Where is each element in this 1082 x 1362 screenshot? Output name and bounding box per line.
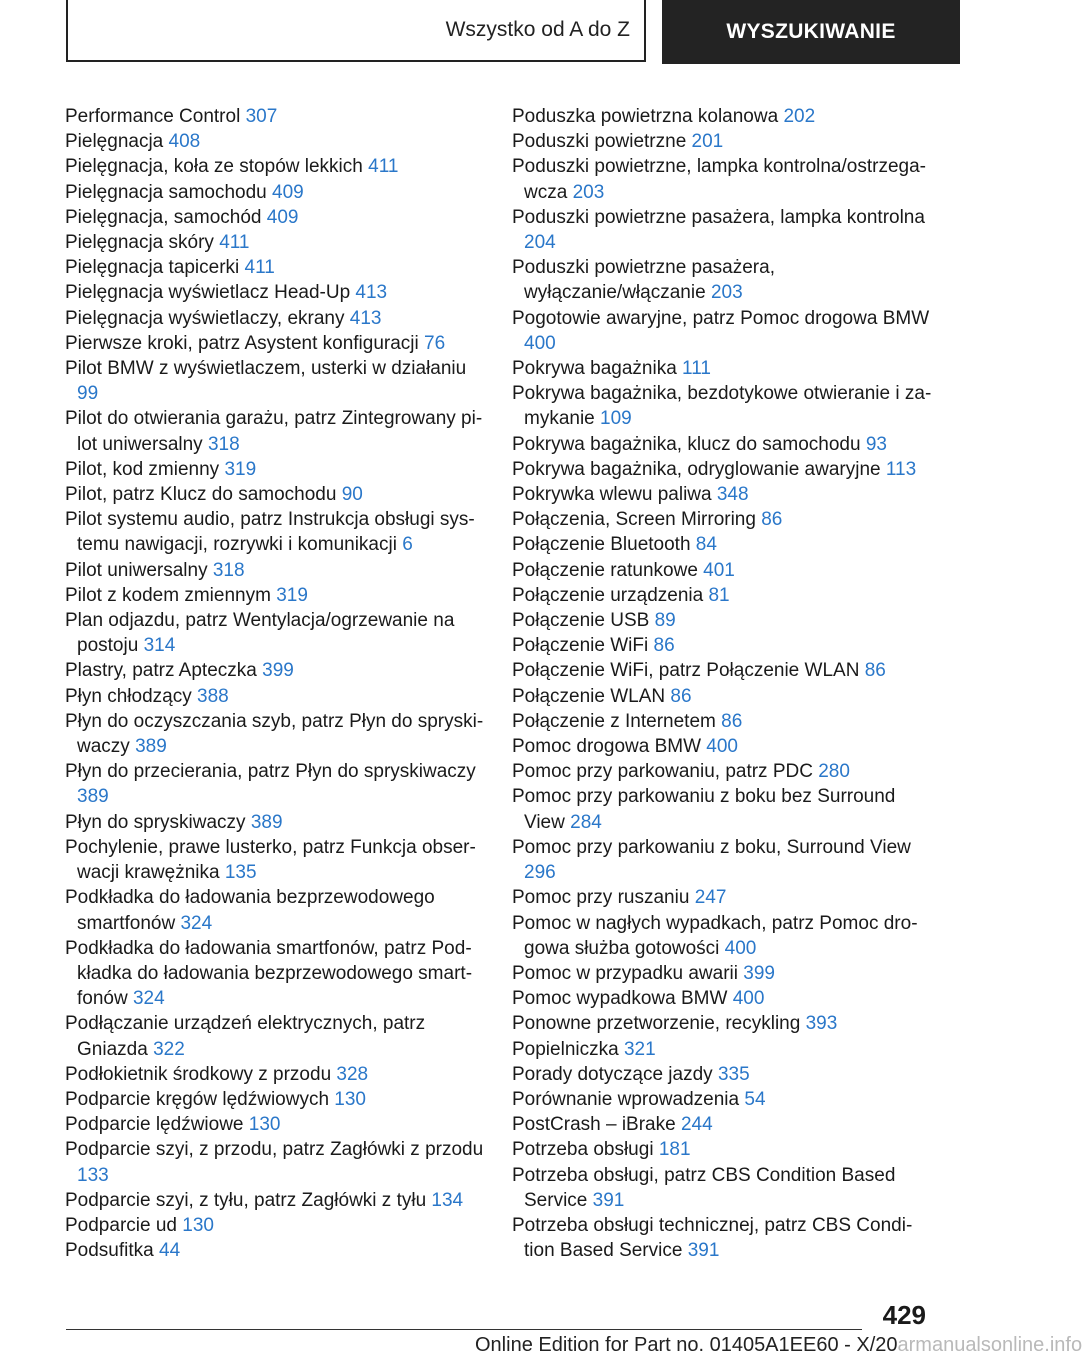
index-entry [512,1062,932,1087]
index-term: Pomoc przy ruszaniu [512,887,690,909]
page-link[interactable]: 328 [336,1063,369,1085]
index-term: Plan odjazdu, patrz Wentylacja/ogrzewanie na postoju [65,610,455,657]
index-term: Podparcie ud [65,1214,177,1236]
index-entry [65,658,485,683]
page-link[interactable]: 86 [721,710,743,732]
index-entry [65,885,485,935]
index-term: Pilot z kodem zmiennym [65,584,271,606]
index-entry [65,1137,485,1187]
index-term: Popielniczka [512,1038,619,1060]
index-entry [65,180,485,205]
index-term: Połączenie Bluetooth [512,534,691,556]
index-term: Pielęgnacja samochodu [65,181,267,203]
index-entry [65,457,485,482]
page-link[interactable]: 81 [708,584,730,606]
index-entry [512,356,932,381]
index-term: Pilot do otwierania garażu, patrz Zintegrowany pilot uniwersalny [65,408,483,455]
index-entry [65,1213,485,1238]
index-entry [512,835,932,885]
index-term: Ponowne przetworzenie, recykling [512,1013,801,1035]
index-entry [65,684,485,709]
index-column-right [512,104,932,1263]
index-entry [65,1011,485,1061]
page-link[interactable]: 413 [355,282,388,304]
page-link[interactable]: 130 [334,1088,366,1110]
index-column-left [65,104,485,1263]
index-entry [512,608,932,633]
index-entry [65,482,485,507]
page-link[interactable]: 130 [248,1114,281,1136]
page-link[interactable]: 400 [524,332,556,354]
index-entry [512,1163,932,1213]
index-entry [512,432,932,457]
index-term: Połączenia, Screen Mirroring [512,509,756,531]
index-entry [65,230,485,255]
index-entry [65,255,485,280]
index-term: Podparcie lędźwiowe [65,1114,244,1136]
index-term: Poduszka powietrzna kolanowa [512,106,779,127]
index-term: Potrzeba obsługi, patrz CBS Condition Based Service [512,1164,896,1211]
page-link[interactable]: 389 [77,786,109,808]
page-link[interactable]: 335 [717,1063,750,1085]
index-entry [512,532,932,557]
search-tab[interactable] [662,0,960,64]
index-entry [512,1213,932,1263]
page-link[interactable]: 203 [710,282,743,304]
page-link[interactable]: 322 [153,1038,185,1060]
index-term: Pomoc przy parkowaniu, patrz PDC [512,761,813,783]
page-link[interactable]: 399 [262,660,294,682]
index-term: Pokrywa bagażnika [512,358,677,380]
page-link[interactable]: 348 [716,484,749,506]
index-entry [65,356,485,406]
index-entry [65,709,485,759]
index-term: Podłączanie urządzeń elektrycznych, patrz Gniazda [65,1013,426,1060]
index-entry [512,1087,932,1112]
page-link[interactable]: 408 [168,131,201,153]
index-term: Poduszki powietrzne [512,131,687,153]
page-link[interactable]: 411 [219,232,250,254]
page-link[interactable]: 76 [424,332,446,354]
index-entry [512,759,932,784]
index-entry [65,205,485,230]
page-link[interactable]: 411 [244,257,275,279]
index-entry [512,784,932,834]
index-entry [65,583,485,608]
index-term: Pomoc przy parkowaniu z boku, Surround View [512,836,911,858]
page-link[interactable]: 109 [600,408,632,430]
index-term: Podparcie szyi, z tyłu, patrz Zagłówki z tyłu [65,1189,427,1211]
page-link[interactable]: 244 [680,1114,713,1136]
index-term: Pogotowie awaryjne, patrz Pomoc drogowa BMW [512,307,930,329]
index-entry [512,1112,932,1137]
page-link[interactable]: 90 [341,484,363,506]
page-link[interactable]: 181 [658,1139,691,1161]
index-entry [65,104,485,129]
index-term: Pomoc przy parkowaniu z boku bez Surround View [512,786,896,833]
page-link[interactable]: 409 [272,181,304,203]
page-link[interactable]: 413 [349,307,382,329]
index-entry [65,129,485,154]
index-entry [512,205,932,255]
index-term: PostCrash – iBrake [512,1114,676,1136]
index-term: Płyn do przecierania, patrz Płyn do spryskiwaczy [65,761,476,783]
index-term: Pokrywa bagażnika, bezdotykowe otwieranie i zamykanie [512,383,932,430]
page-link[interactable]: 204 [524,232,556,254]
index-term: Performance Control [65,106,241,127]
index-term: Pomoc wypadkowa BMW [512,988,728,1010]
index-term: Pochylenie, prawe lusterko, patrz Funkcja obserwacji krawężnika [65,836,476,884]
page-link[interactable]: 134 [431,1189,464,1211]
index-entry [65,507,485,557]
page-link[interactable]: 400 [706,736,738,758]
index-term: Pilot, patrz Klucz do samochodu [65,484,337,506]
index-entry [512,558,932,583]
index-entry [512,1037,932,1062]
index-entry [512,885,932,910]
index-entry [512,986,932,1011]
index-entry [65,1188,485,1213]
index-entry [512,911,932,961]
index-term: Potrzeba obsługi technicznej, patrz CBS Condition Based Service [512,1214,913,1262]
page-link[interactable]: 93 [865,433,887,455]
page-link[interactable]: 318 [212,559,245,581]
index-term: Porady dotyczące jazdy [512,1063,713,1085]
page-link[interactable]: 203 [572,181,605,203]
index-entry [512,1137,932,1162]
index-term: Pielęgnacja [65,131,164,153]
page-link[interactable]: 401 [703,559,735,581]
index-entry [512,1011,932,1036]
page-link[interactable]: 321 [623,1038,656,1060]
search-tab-label: WYSZUKIWANIE [726,20,896,43]
index-entry [512,457,932,482]
index-entry [512,104,932,129]
footer [475,1334,1082,1357]
index-entry [65,558,485,583]
index-entry [65,1112,485,1137]
page-link[interactable]: 388 [197,685,229,707]
index-entry [512,255,932,305]
index-term: Podparcie kręgów lędźwiowych [65,1088,330,1110]
page-link[interactable]: 113 [885,458,917,480]
page-link[interactable]: 86 [653,635,675,657]
index-entry [65,280,485,305]
index-entry [65,759,485,809]
index-term: Potrzeba obsługi [512,1139,654,1161]
index-term: Pielęgnacja wyświetlacz Head-Up [65,282,351,304]
page-link[interactable]: 400 [732,988,765,1010]
page-link[interactable]: 284 [570,811,602,833]
index-entry [512,709,932,734]
index-entry [65,331,485,356]
index-term: Pokrywa bagażnika, klucz do samochodu [512,433,861,455]
page-link[interactable]: 54 [744,1088,766,1110]
index-term: Podkładka do ładowania bezprzewodowego smartfonów [65,887,435,934]
page-link[interactable]: 389 [250,811,283,833]
index-term: Pilot uniwersalny [65,559,208,581]
page-link[interactable]: 247 [694,887,727,909]
index-term: Pielęgnacja tapicerki [65,257,240,279]
index-term: Pomoc drogowa BMW [512,736,702,758]
index-term: Pielęgnacja wyświetlaczy, ekrany [65,307,345,329]
index-term: Poduszki powietrzne pasażera, wyłączanie/włączanie [512,257,775,304]
index-term: Połączenie urządzenia [512,584,704,606]
index-term: Pokrywka wlewu paliwa [512,484,712,506]
footer-divider [66,1329,862,1330]
index-term: Płyn do oczyszczania szyb, patrz Płyn do spryskiwaczy [65,710,484,758]
index-term: Płyn chłodzący [65,685,192,707]
index-entry [512,129,932,154]
index-entry [512,658,932,683]
page-link[interactable]: 135 [224,862,257,884]
index-entry [512,583,932,608]
index-term: Pierwsze kroki, patrz Asystent konfiguracji [65,332,419,354]
page-header [66,0,966,64]
page-link[interactable]: 389 [135,736,167,758]
index-term: Podparcie szyi, z przodu, patrz Zagłówki z przodu [65,1139,484,1161]
index-term: Pomoc w przypadku awarii [512,962,738,984]
index-term: Porównanie wprowadzenia [512,1088,740,1110]
page-link[interactable]: 6 [402,534,413,556]
index-term: Połączenie WiFi, patrz Połączenie WLAN [512,660,860,682]
page-link[interactable]: 411 [368,156,399,178]
index-term: Połączenie WLAN [512,685,666,707]
index-term: Pilot, kod zmienny [65,458,220,480]
index-entry [512,684,932,709]
index-entry [65,810,485,835]
index-term: Podkładka do ładowania smartfonów, patrz Podkładka do ładowania bezprzewodowego smartfonów [65,937,473,1010]
index-entry [512,633,932,658]
index-entry [512,154,932,204]
page-link[interactable]: 133 [77,1164,109,1186]
page-link[interactable]: 86 [761,509,783,531]
page-link[interactable]: 391 [687,1240,720,1262]
index-entry [65,406,485,456]
index-entry [65,154,485,179]
page-link[interactable]: 89 [654,610,676,632]
index-entry [65,835,485,885]
page-link[interactable]: 400 [724,937,757,959]
index-entry [512,961,932,986]
section-tab[interactable] [66,0,646,62]
page-link[interactable]: 86 [670,685,692,707]
page-link[interactable]: 202 [783,106,816,127]
index-entry [65,306,485,331]
index-term: Poduszki powietrzne, lampka kontrolna/ostrzegawcza [512,156,926,203]
page-link[interactable]: 399 [743,962,775,984]
index-term: Pielęgnacja skóry [65,232,214,254]
page-link[interactable]: 319 [224,458,257,480]
section-title: Wszystko od A do Z [445,18,630,41]
page-link[interactable]: 324 [132,988,165,1010]
page-link[interactable]: 44 [159,1240,181,1262]
index-term: Płyn do spryskiwaczy [65,811,246,833]
page-link[interactable]: 84 [695,534,717,556]
page-link[interactable]: 130 [182,1214,214,1236]
page-link[interactable]: 314 [143,635,176,657]
index-term: Pokrywa bagażnika, odryglowanie awaryjne [512,458,881,480]
page-link[interactable]: 319 [276,584,308,606]
page-link[interactable]: 391 [592,1189,625,1211]
index-entry [512,482,932,507]
index-term: Pielęgnacja, samochód [65,206,262,228]
index-term: Pilot systemu audio, patrz Instrukcja obsługi systemu nawigacji, rozrywki i komunikacji [65,509,475,556]
index-entry [65,1087,485,1112]
page-link[interactable]: 111 [682,358,711,380]
footer-edition: Online Edition for Part no. 01405A1EE60 - X/20 [475,1334,898,1356]
index-entry [65,1238,485,1263]
index-term: Plastry, patrz Apteczka [65,660,257,682]
page-link[interactable]: 393 [805,1013,838,1035]
page-link[interactable]: 280 [818,761,850,783]
index-entry [65,1062,485,1087]
page-link[interactable]: 318 [207,433,240,455]
page-link[interactable]: 296 [524,862,556,884]
page-link[interactable]: 99 [77,383,99,405]
page-number: 429 [882,1300,926,1330]
index-term: Połączenie USB [512,610,650,632]
page-link[interactable]: 201 [691,131,724,153]
page-link[interactable]: 324 [180,912,213,934]
index-term: Pilot BMW z wyświetlaczem, usterki w działaniu [65,358,467,380]
index-term: Połączenie ratunkowe [512,559,698,581]
footer-watermark: armanualsonline.info [897,1334,1082,1356]
page-link[interactable]: 307 [245,106,278,127]
index-entry [512,507,932,532]
index-entry [512,381,932,431]
index-entry [65,936,485,1012]
page-link[interactable]: 86 [864,660,886,682]
index-term: Poduszki powietrzne pasażera, lampka kontrolna [512,206,925,228]
index-term: Połączenie z Internetem [512,710,716,732]
index-term: Pomoc w nagłych wypadkach, patrz Pomoc drogowa służba gotowości [512,912,918,959]
index-entry [512,734,932,759]
index-term: Połączenie WiFi [512,635,649,657]
index-entry [65,608,485,658]
index-entry [512,306,932,356]
index-term: Pielęgnacja, koła ze stopów lekkich [65,156,363,178]
index-term: Podsufitka [65,1240,154,1262]
page-link[interactable]: 409 [266,206,299,228]
index-term: Podłokietnik środkowy z przodu [65,1063,332,1085]
